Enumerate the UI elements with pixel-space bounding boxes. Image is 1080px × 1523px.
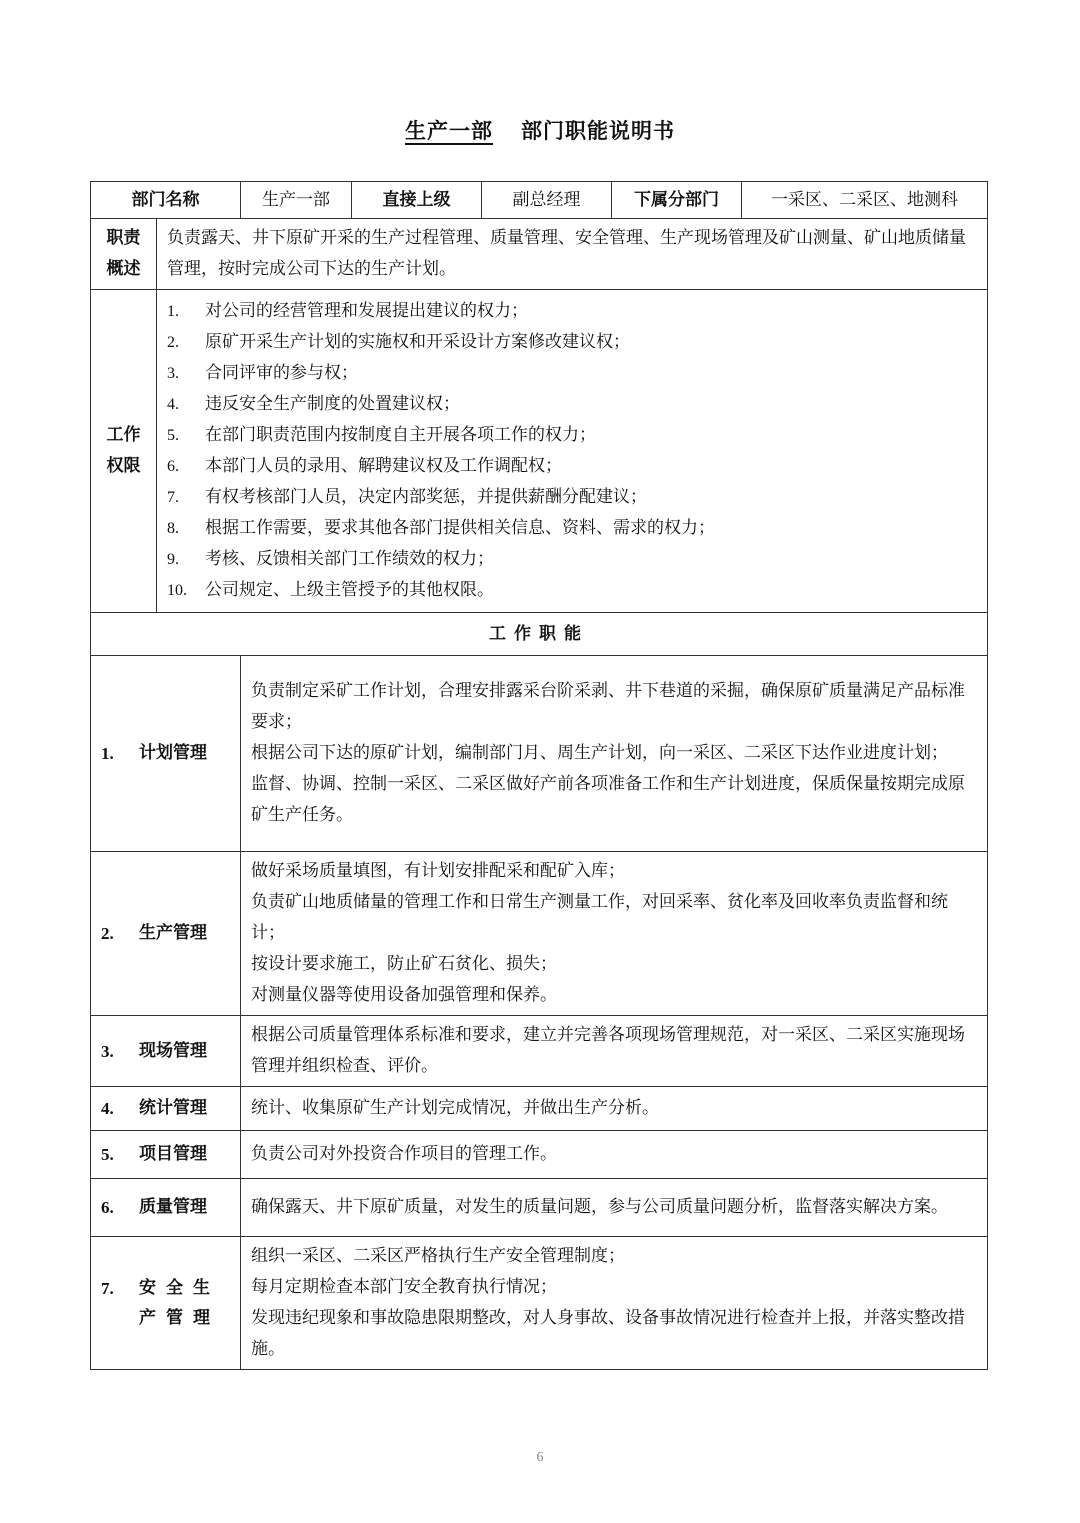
duty-category-number: 1. xyxy=(101,744,114,763)
authority-item-number: 2. xyxy=(167,334,179,351)
duty-row xyxy=(91,1237,988,1370)
duty-row xyxy=(91,1131,988,1179)
duty-table xyxy=(90,181,988,1370)
duty-category-name: 统计管理 xyxy=(139,1098,207,1118)
document-title xyxy=(0,115,1080,145)
authority-item-number: 10. xyxy=(167,582,187,599)
authority-item-text: 在部门职责范围内按制度自主开展各项工作的权力； xyxy=(205,425,596,445)
duty-line: 监督、协调、控制一采区、二采区做好产前各项准备工作和生产计划进度，保质保量按期完成原矿生产任务。 xyxy=(251,774,965,825)
duty-line: 对测量仪器等使用设备加强管理和保养。 xyxy=(251,985,557,1005)
authority-item-number: 3. xyxy=(167,365,179,382)
duty-line: 负责公司对外投资合作项目的管理工作。 xyxy=(251,1144,557,1164)
duty-row xyxy=(91,1179,988,1237)
duty-category-number: 2. xyxy=(101,924,114,943)
authority-item-number: 9. xyxy=(167,551,179,568)
duty-category-number: 7. xyxy=(101,1279,114,1298)
authority-item xyxy=(167,451,977,482)
overview-label-line2: 概述 xyxy=(106,259,141,279)
authority-label-line2: 权限 xyxy=(106,456,141,476)
authority-list xyxy=(167,296,977,606)
authority-label-line1: 工作 xyxy=(106,425,141,445)
authority-item-text: 合同评审的参与权； xyxy=(205,363,358,383)
authority-item-text: 公司规定、上级主管授予的其他权限。 xyxy=(205,580,494,600)
authority-item xyxy=(167,420,977,451)
authority-item xyxy=(167,544,977,575)
authority-row xyxy=(91,290,988,613)
duty-line: 统计、收集原矿生产计划完成情况，并做出生产分析。 xyxy=(251,1098,659,1118)
duty-description xyxy=(241,1179,988,1237)
duty-category-number: 6. xyxy=(101,1198,114,1217)
duty-row xyxy=(91,1016,988,1087)
duty-category-name: 安全生产管理 xyxy=(139,1278,220,1328)
duty-description xyxy=(241,852,988,1016)
header-row xyxy=(91,182,988,219)
dept-name-label: 部门名称 xyxy=(91,182,241,219)
authority-item-text: 有权考核部门人员，决定内部奖惩，并提供薪酬分配建议； xyxy=(205,487,647,507)
duty-line: 每月定期检查本部门安全教育执行情况； xyxy=(251,1277,557,1297)
dept-name-value: 生产一部 xyxy=(241,182,352,219)
overview-label-line1: 职责 xyxy=(106,228,141,248)
duty-category xyxy=(91,1131,241,1179)
duty-category xyxy=(91,1087,241,1131)
duty-category-name: 质量管理 xyxy=(139,1197,207,1217)
authority-item-text: 本部门人员的录用、解聘建议权及工作调配权； xyxy=(205,456,562,476)
duty-line: 负责制定采矿工作计划，合理安排露采台阶采剥、井下巷道的采掘，确保原矿质量满足产品标准要求； xyxy=(251,681,965,732)
duty-row xyxy=(91,656,988,852)
duty-description xyxy=(241,1131,988,1179)
overview-row xyxy=(91,219,988,290)
authority-label xyxy=(91,290,157,613)
duty-description xyxy=(241,1087,988,1131)
authority-item xyxy=(167,389,977,420)
authority-item-number: 6. xyxy=(167,458,179,475)
duty-category-name: 现场管理 xyxy=(139,1040,207,1061)
authority-item-number: 7. xyxy=(167,489,179,506)
duty-category-number: 3. xyxy=(101,1041,114,1061)
authority-item-text: 对公司的经营管理和发展提出建议的权力； xyxy=(205,301,528,321)
duty-category xyxy=(91,1237,241,1370)
authority-item xyxy=(167,575,977,606)
duty-description xyxy=(241,1016,988,1087)
overview-label xyxy=(91,219,157,290)
authority-item xyxy=(167,482,977,513)
duty-row xyxy=(91,852,988,1016)
duty-description xyxy=(241,1237,988,1370)
duty-line: 做好采场质量填图，有计划安排配采和配矿入库； xyxy=(251,861,625,881)
duty-category xyxy=(91,852,241,1016)
duty-description xyxy=(241,656,988,852)
duty-category-name: 生产管理 xyxy=(139,923,207,943)
duty-category xyxy=(91,1179,241,1237)
authority-list-cell xyxy=(157,290,988,613)
duty-category-name: 项目管理 xyxy=(139,1144,207,1164)
authority-item-number: 8. xyxy=(167,520,179,537)
duty-category-number: 5. xyxy=(101,1145,114,1164)
authority-item xyxy=(167,513,977,544)
duties-title-row xyxy=(91,613,988,656)
title-document-name: 部门职能说明书 xyxy=(521,119,675,143)
duty-category xyxy=(91,656,241,852)
authority-item xyxy=(167,327,977,358)
duty-line: 根据公司下达的原矿计划，编制部门月、周生产计划，向一采区、二采区下达作业进度计划； xyxy=(251,743,948,763)
duty-line: 按设计要求施工，防止矿石贫化、损失； xyxy=(251,954,557,974)
authority-item-text: 违反安全生产制度的处置建议权； xyxy=(205,394,460,414)
duty-category-name: 计划管理 xyxy=(139,743,207,763)
authority-item-text: 根据工作需要，要求其他各部门提供相关信息、资料、需求的权力； xyxy=(205,518,715,538)
page-number: 6 xyxy=(536,1450,544,1465)
authority-item-text: 原矿开采生产计划的实施权和开采设计方案修改建议权； xyxy=(205,332,630,352)
superior-value: 副总经理 xyxy=(482,182,612,219)
authority-item-number: 1. xyxy=(167,303,179,320)
authority-item xyxy=(167,296,977,327)
authority-item-text: 考核、反馈相关部门工作绩效的权力； xyxy=(205,549,494,569)
duty-rows xyxy=(91,656,988,1370)
duty-line: 负责矿山地质储量的管理工作和日常生产测量工作，对回采率、贫化率及回收率负责监督和统计； xyxy=(251,892,948,943)
superior-label: 直接上级 xyxy=(352,182,482,219)
duty-category xyxy=(91,1016,241,1087)
duty-line: 根据公司质量管理体系标准和要求，建立并完善各项现场管理规范，对一采区、二采区实施现场管理并组织检查、评价。 xyxy=(251,1025,965,1076)
duty-line: 确保露天、井下原矿质量，对发生的质量问题，参与公司质量问题分析，监督落实解决方案。 xyxy=(251,1197,948,1217)
title-department: 生产一部 xyxy=(405,119,493,143)
duty-line: 发现违纪现象和事故隐患限期整改，对人身事故、设备事故情况进行检查并上报，并落实整改措施。 xyxy=(251,1308,965,1359)
sub-dept-value: 一采区、二采区、地测科 xyxy=(742,182,988,219)
duty-category-number: 4. xyxy=(101,1099,114,1118)
duties-section-title: 工作职能 xyxy=(91,613,988,656)
sub-dept-label: 下属分部门 xyxy=(612,182,742,219)
authority-item xyxy=(167,358,977,389)
duty-row xyxy=(91,1087,988,1131)
duty-line: 组织一采区、二采区严格执行生产安全管理制度； xyxy=(251,1246,625,1266)
overview-text: 负责露天、井下原矿开采的生产过程管理、质量管理、安全管理、生产现场管理及矿山测量、矿山地质储量管理，按时完成公司下达的生产计划。 xyxy=(157,219,988,290)
authority-item-number: 4. xyxy=(167,396,179,413)
authority-item-number: 5. xyxy=(167,427,179,444)
